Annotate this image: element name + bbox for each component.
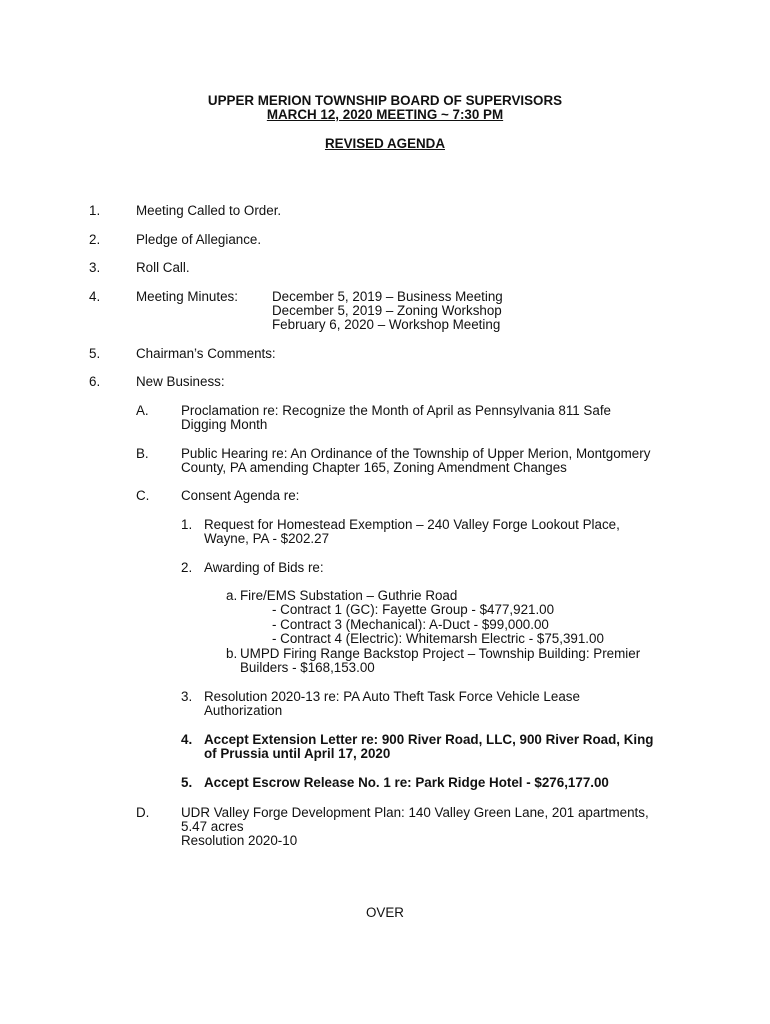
agenda-heading-text: REVISED AGENDA — [324, 136, 446, 151]
item-text: Meeting Minutes: — [136, 289, 238, 304]
sub-text-line: Resolution 2020-10 — [181, 833, 298, 848]
sub-letter: A. — [136, 403, 149, 418]
contract-line: - Contract 3 (Mechanical): A-Duct - $99,000.00 — [272, 617, 549, 632]
bid-label: a. — [226, 588, 238, 603]
sub-text-line: UDR Valley Forge Development Plan: 140 Valley Green Lane, 201 apartments, — [181, 805, 649, 820]
bid-text-line: UMPD Firing Range Backstop Project – Township Building: Premier — [240, 646, 641, 661]
sub-text-line: Proclamation re: Recognize the Month of April as Pennsylvania 811 Safe — [181, 403, 611, 418]
meeting-date-text: MARCH 12, 2020 MEETING ~ 7:30 PM — [266, 107, 504, 122]
consent-number: 1. — [181, 517, 193, 532]
sub-text-line: Consent Agenda re: — [181, 488, 300, 503]
minutes-entry: December 5, 2019 – Zoning Workshop — [272, 303, 502, 318]
consent-text-line: Authorization — [204, 703, 283, 718]
over-label: OVER — [366, 905, 404, 920]
item-text: Roll Call. — [136, 260, 190, 275]
minutes-entry: December 5, 2019 – Business Meeting — [272, 289, 503, 304]
item-number: 4. — [89, 289, 101, 304]
sub-letter: B. — [136, 446, 149, 461]
consent-number: 3. — [181, 689, 193, 704]
sub-letter: D. — [136, 805, 150, 820]
sub-text-line: County, PA amending Chapter 165, Zoning Amendment Changes — [181, 460, 567, 475]
consent-text-line: of Prussia until April 17, 2020 — [204, 746, 391, 761]
item-text: Meeting Called to Order. — [136, 203, 282, 218]
item-number: 6. — [89, 374, 101, 389]
consent-number: 2. — [181, 560, 193, 575]
contract-line: - Contract 4 (Electric): Whitemarsh Electric - $75,391.00 — [272, 631, 604, 646]
bid-label: b. — [226, 646, 238, 661]
sub-text-line: Public Hearing re: An Ordinance of the Township of Upper Merion, Montgomery — [181, 446, 651, 461]
item-number: 2. — [89, 232, 101, 247]
consent-text-line: Wayne, PA - $202.27 — [204, 531, 330, 546]
consent-text-line: Accept Extension Letter re: 900 River Road, LLC, 900 River Road, King — [204, 732, 654, 747]
bid-text: Fire/EMS Substation – Guthrie Road — [240, 588, 458, 603]
bid-text-line: Builders - $168,153.00 — [240, 660, 375, 675]
contract-line: - Contract 1 (GC): Fayette Group - $477,921.00 — [272, 602, 555, 617]
consent-text-line: Resolution 2020-13 re: PA Auto Theft Task Force Vehicle Lease — [204, 689, 580, 704]
agenda-heading — [0, 137, 770, 152]
meeting-date-time — [0, 108, 770, 123]
item-number: 5. — [89, 346, 101, 361]
consent-text-line: Awarding of Bids re: — [204, 560, 324, 575]
consent-text-line: Accept Escrow Release No. 1 re: Park Ridge Hotel - $276,177.00 — [204, 775, 609, 790]
item-text: Chairman’s Comments: — [136, 346, 276, 361]
document-title: UPPER MERION TOWNSHIP BOARD OF SUPERVISORS — [207, 93, 563, 108]
consent-number: 5. — [181, 775, 193, 790]
sub-text-line: 5.47 acres — [181, 819, 244, 834]
minutes-entry: February 6, 2020 – Workshop Meeting — [272, 317, 501, 332]
sub-text-line: Digging Month — [181, 417, 268, 432]
consent-number: 4. — [181, 732, 193, 747]
item-number: 3. — [89, 260, 101, 275]
item-text: New Business: — [136, 374, 225, 389]
consent-text-line: Request for Homestead Exemption – 240 Valley Forge Lookout Place, — [204, 517, 620, 532]
sub-letter: C. — [136, 488, 150, 503]
item-number: 1. — [89, 203, 101, 218]
item-text: Pledge of Allegiance. — [136, 232, 262, 247]
